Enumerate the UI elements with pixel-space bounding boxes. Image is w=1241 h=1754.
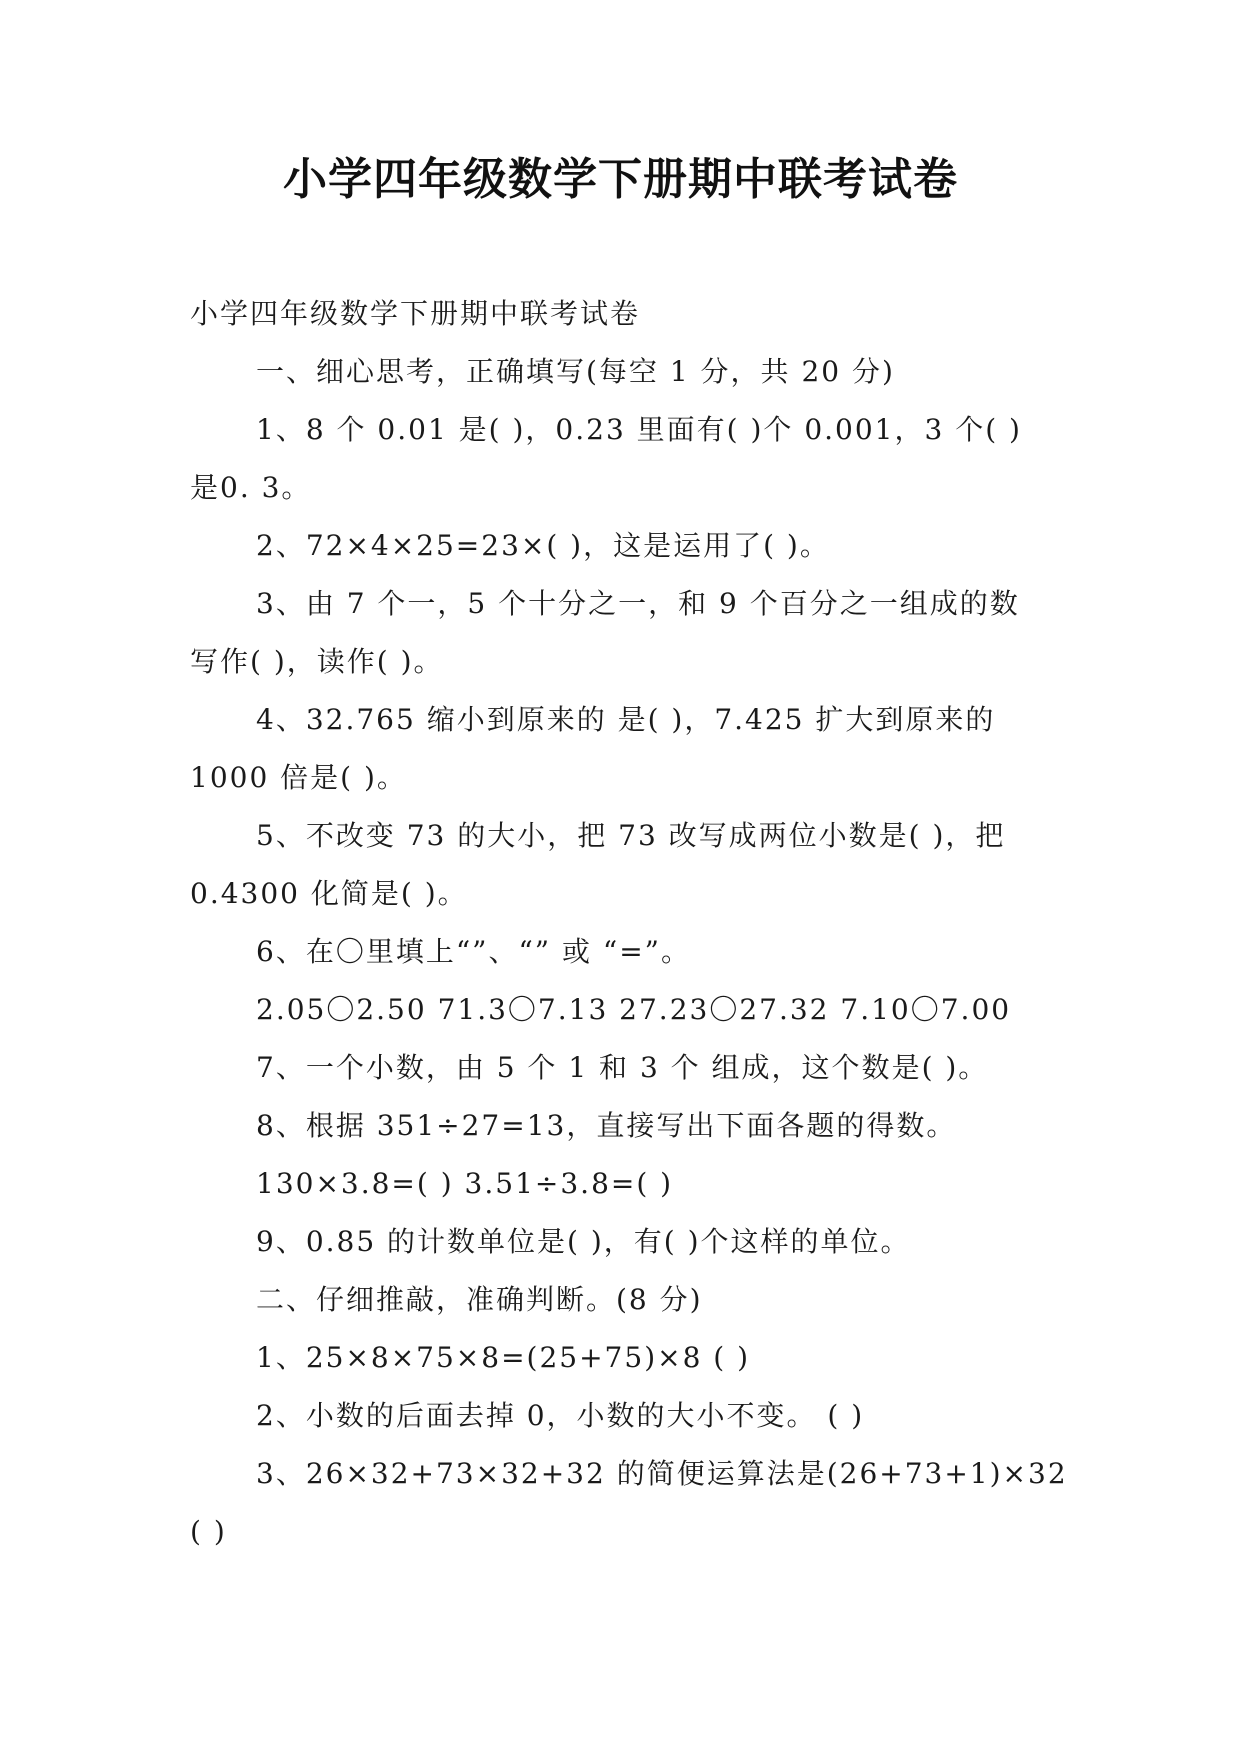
question-line: 4、32.765 缩小到原来的 是( )，7.425 扩大到原来的 [256, 703, 996, 736]
question-line: 9、0.85 的计数单位是( )，有( )个这样的单位。 [256, 1225, 911, 1258]
question-line: 5、不改变 73 的大小，把 73 改写成两位小数是( )，把 [256, 819, 1006, 852]
doc-line: 小学四年级数学下册期中联考试卷 [190, 297, 641, 330]
question-line: 3、由 7 个一，5 个十分之一，和 9 个百分之一组成的数 [256, 587, 1020, 620]
question-line: 2、小数的后面去掉 0，小数的大小不变。 ( ) [256, 1399, 865, 1432]
section-heading: 一、细心思考，正确填写(每空 1 分，共 20 分) [256, 355, 895, 388]
question-line: 2.05〇2.50 71.3〇7.13 27.23〇27.32 7.10〇7.00 [256, 993, 1012, 1026]
question-line-continued: 0.4300 化简是( )。 [190, 877, 468, 910]
question-line: 130×3.8=( ) 3.51÷3.8=( ) [256, 1167, 674, 1200]
question-line: 1、8 个 0.01 是( )，0.23 里面有( )个 0.001，3 个( ) [256, 413, 1022, 446]
document-body [190, 285, 1070, 1561]
question-line: 2、72×4×25=23×( )，这是运用了( )。 [256, 529, 830, 562]
question-line-continued: 写作( )，读作( )。 [190, 645, 444, 678]
question-line-continued: 是0. 3。 [190, 471, 312, 504]
question-line: 8、根据 351÷27=13，直接写出下面各题的得数。 [256, 1109, 957, 1142]
question-line: 1、25×8×75×8=(25+75)×8 ( ) [256, 1341, 751, 1374]
page-title: 小学四年级数学下册期中联考试卷 [283, 154, 958, 205]
question-line: 3、26×32+73×32+32 的简便运算法是(26+73+1)×32 [256, 1457, 1068, 1490]
question-line-continued: ( ) [190, 1515, 227, 1548]
question-line-continued: 1000 倍是( )。 [190, 761, 407, 794]
question-line: 6、在〇里填上“”、“” 或 “=”。 [256, 935, 691, 968]
section-heading: 二、仔细推敲，准确判断。(8 分) [256, 1283, 703, 1316]
question-line: 7、一个小数，由 5 个 1 和 3 个 组成，这个数是( )。 [256, 1051, 989, 1084]
